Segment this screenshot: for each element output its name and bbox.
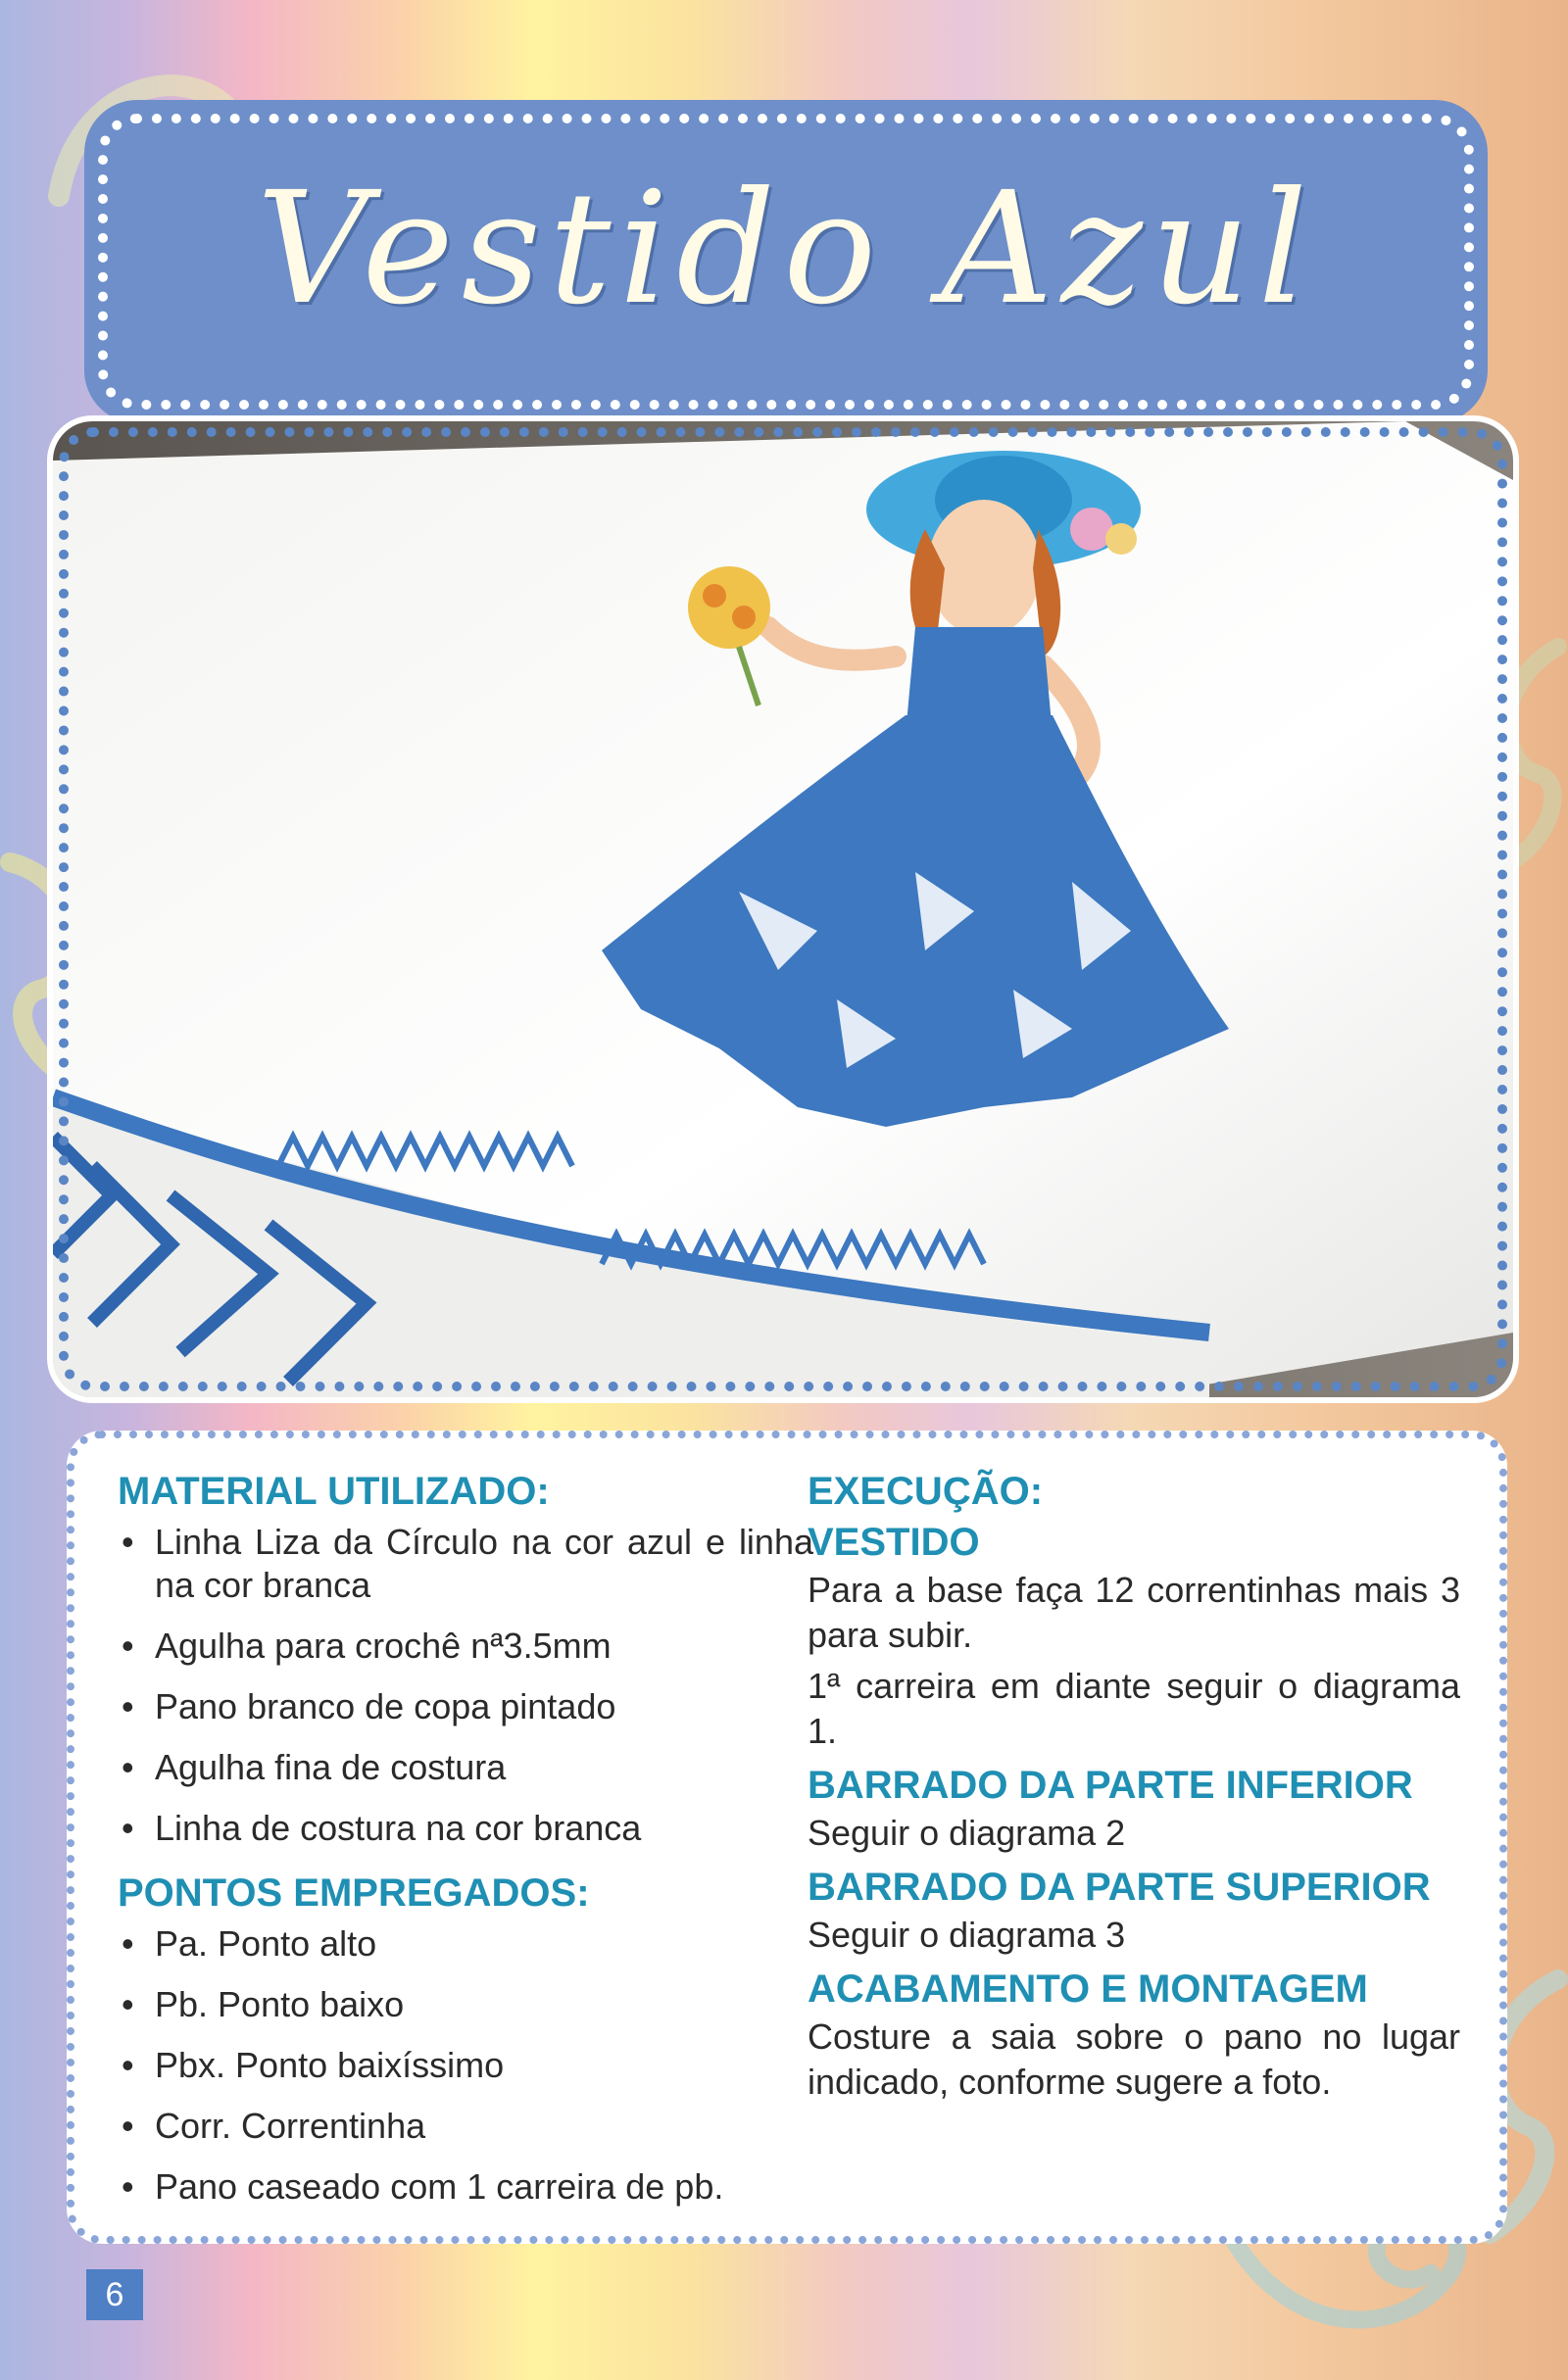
page-number: 6 (86, 2269, 143, 2320)
list-item: • Pa. Ponto alto (118, 1922, 813, 1966)
list-item: • Linha de costura na cor branca (118, 1807, 813, 1850)
materials-heading: MATERIAL UTILIZADO: (118, 1470, 550, 1513)
page-title: Vestido Azul (256, 159, 1316, 339)
list-item: • Pano branco de copa pintado (118, 1685, 813, 1728)
stitches-heading: PONTOS EMPREGADOS: (118, 1871, 590, 1915)
list-item: • Pbx. Ponto baixíssimo (118, 2044, 813, 2087)
list-item: • Corr. Correntinha (118, 2105, 813, 2148)
section-paragraph: Seguir o diagrama 2 (808, 1813, 1126, 1853)
section-paragraph: 1ª carreira em diante seguir o diagrama 1. (808, 1666, 1460, 1751)
list-item: • Agulha para crochê nª3.5mm (118, 1625, 813, 1668)
section-heading-barrado-inferior: BARRADO DA PARTE INFERIOR (808, 1764, 1413, 1807)
list-item: • Pano caseado com 1 carreira de pb. (118, 2165, 813, 2209)
photo-frame (53, 421, 1513, 1397)
crochet-towel-photo (53, 421, 1513, 1397)
section-heading-acabamento: ACABAMENTO E MONTAGEM (808, 1967, 1368, 2011)
list-item: • Agulha fina de costura (118, 1746, 813, 1789)
materials-column (118, 1466, 813, 2226)
execution-heading: EXECUÇÃO: (808, 1470, 1044, 1513)
section-paragraph: Para a base faça 12 correntinhas mais 3 para subir. (808, 1570, 1460, 1655)
section-paragraph: Costure a saia sobre o pano no lugar indicado, conforme sugere a foto. (808, 2016, 1460, 2102)
execution-column (808, 1466, 1460, 2111)
materials-list (118, 1521, 813, 1850)
instructions-panel (67, 1431, 1507, 2244)
title-banner (90, 106, 1482, 417)
section-paragraph: Seguir o diagrama 3 (808, 1915, 1126, 1955)
section-heading-vestido: VESTIDO (808, 1521, 980, 1564)
list-item: • Pb. Ponto baixo (118, 1983, 813, 2026)
stitches-list (118, 1922, 813, 2209)
section-heading-barrado-superior: BARRADO DA PARTE SUPERIOR (808, 1866, 1431, 1909)
list-item: • Linha Liza da Círculo na cor azul e linha na cor branca (118, 1521, 813, 1607)
